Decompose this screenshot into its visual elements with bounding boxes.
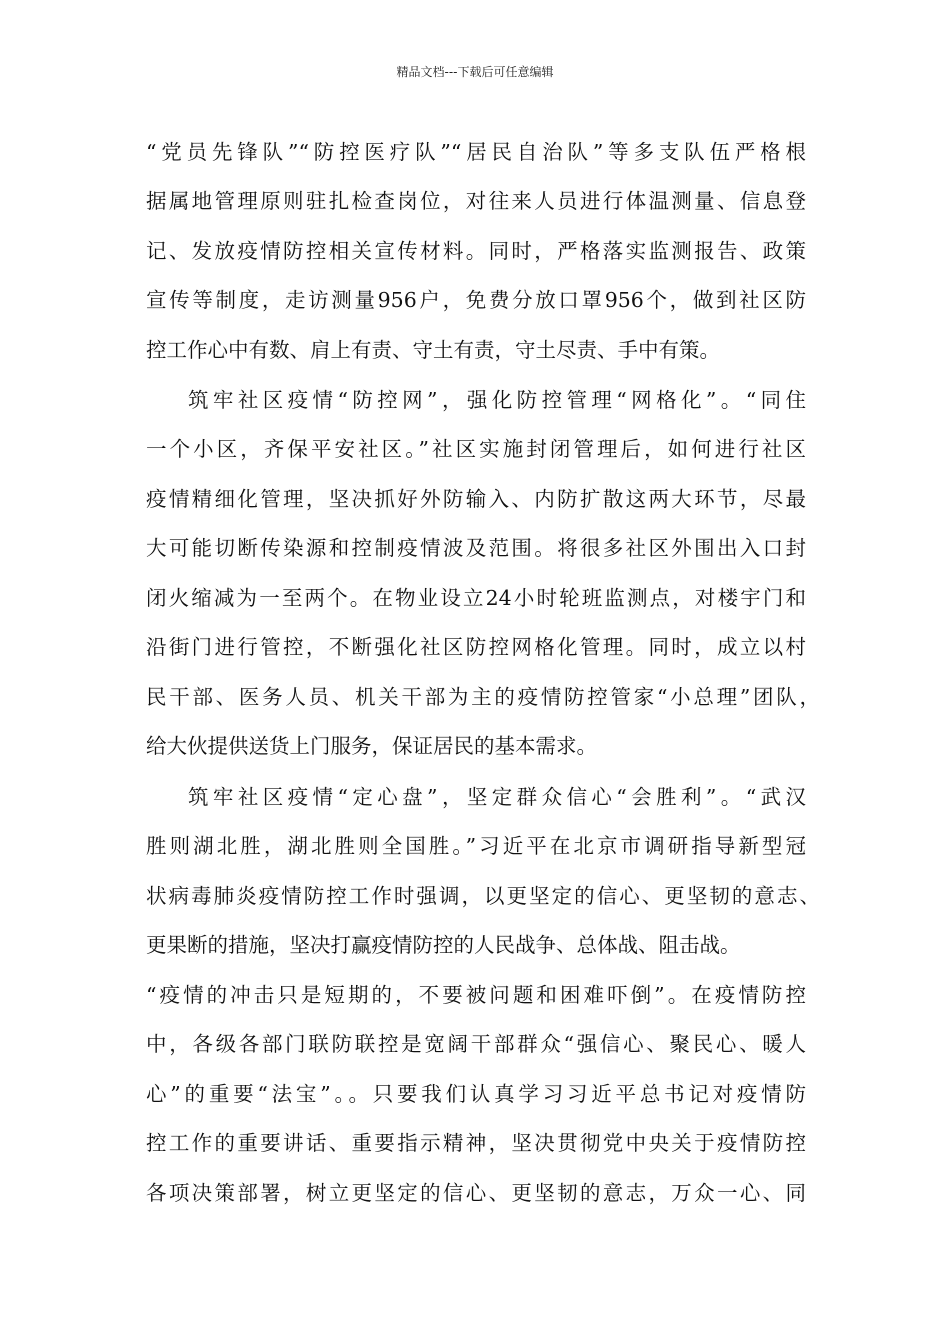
text-line-12: 民干部、医务人员、机关干部为主的疫情防控管家“小总理”团队，: [146, 685, 820, 709]
text-line-16: 状病毒肺炎疫情防控工作时强调，以更坚定的信心、更坚韧的意志、: [146, 884, 820, 908]
text-line-5: 控工作心中有数、肩上有责、守土有责，守土尽责、手中有策。: [146, 338, 720, 362]
text-line-18: “疫情的冲击只是短期的，不要被问题和困难吓倒”。在疫情防控: [146, 983, 806, 1007]
text-line-17: 更果断的措施，坚决打赢疫情防控的人民战争、总体战、阻击战。: [146, 933, 741, 957]
text-line-22: 各项决策部署，树立更坚定的信心、更坚韧的意志，万众一心、同: [146, 1181, 806, 1205]
text-line-3: 记、发放疫情防控相关宣传材料。同时，严格落实监测报告、政策: [146, 239, 806, 263]
text-line-7: 一个小区，齐保平安社区。”社区实施封闭管理后，如何进行社区: [146, 437, 806, 461]
text-line-21: 控工作的重要讲话、重要指示精神，坚决贯彻党中央关于疫情防控: [146, 1131, 806, 1155]
text-line-1: “党员先锋队”“防控医疗队”“居民自治队”等多支队伍严格根: [146, 140, 806, 164]
text-line-10: 闭火缩减为一至两个。在物业设立24小时轮班监测点，对楼宇门和: [146, 586, 806, 610]
text-line-19: 中，各级各部门联防联控是宽阔干部群众“强信心、聚民心、暖人: [146, 1032, 806, 1056]
text-line-2: 据属地管理原则驻扎检查岗位，对往来人员进行体温测量、信息登: [146, 189, 806, 213]
text-line-14: 筑牢社区疫情“定心盘”，坚定群众信心“会胜利”。“武汉: [188, 785, 806, 809]
text-line-11: 沿街门进行管控，不断强化社区防控网格化管理。同时，成立以村: [146, 635, 806, 659]
text-line-8: 疫情精细化管理，坚决抓好外防输入、内防扩散这两大环节，尽最: [146, 487, 806, 511]
page-header: 精品文档---下载后可任意编辑: [396, 65, 554, 79]
text-line-13: 给大伙提供送货上门服务，保证居民的基本需求。: [146, 734, 597, 758]
text-line-6: 筑牢社区疫情“防控网”，强化防控管理“网格化”。“同住: [188, 388, 806, 412]
text-line-20: 心”的重要“法宝”。。只要我们认真学习习近平总书记对疫情防: [146, 1082, 806, 1106]
text-line-15: 胜则湖北胜，湖北胜则全国胜。”习近平在北京市调研指导新型冠: [146, 834, 806, 858]
text-line-9: 大可能切断传染源和控制疫情波及范围。将很多社区外围出入口封: [146, 536, 806, 560]
text-line-4: 宣传等制度，走访测量956户，免费分放口罩956个，做到社区防: [146, 288, 806, 312]
